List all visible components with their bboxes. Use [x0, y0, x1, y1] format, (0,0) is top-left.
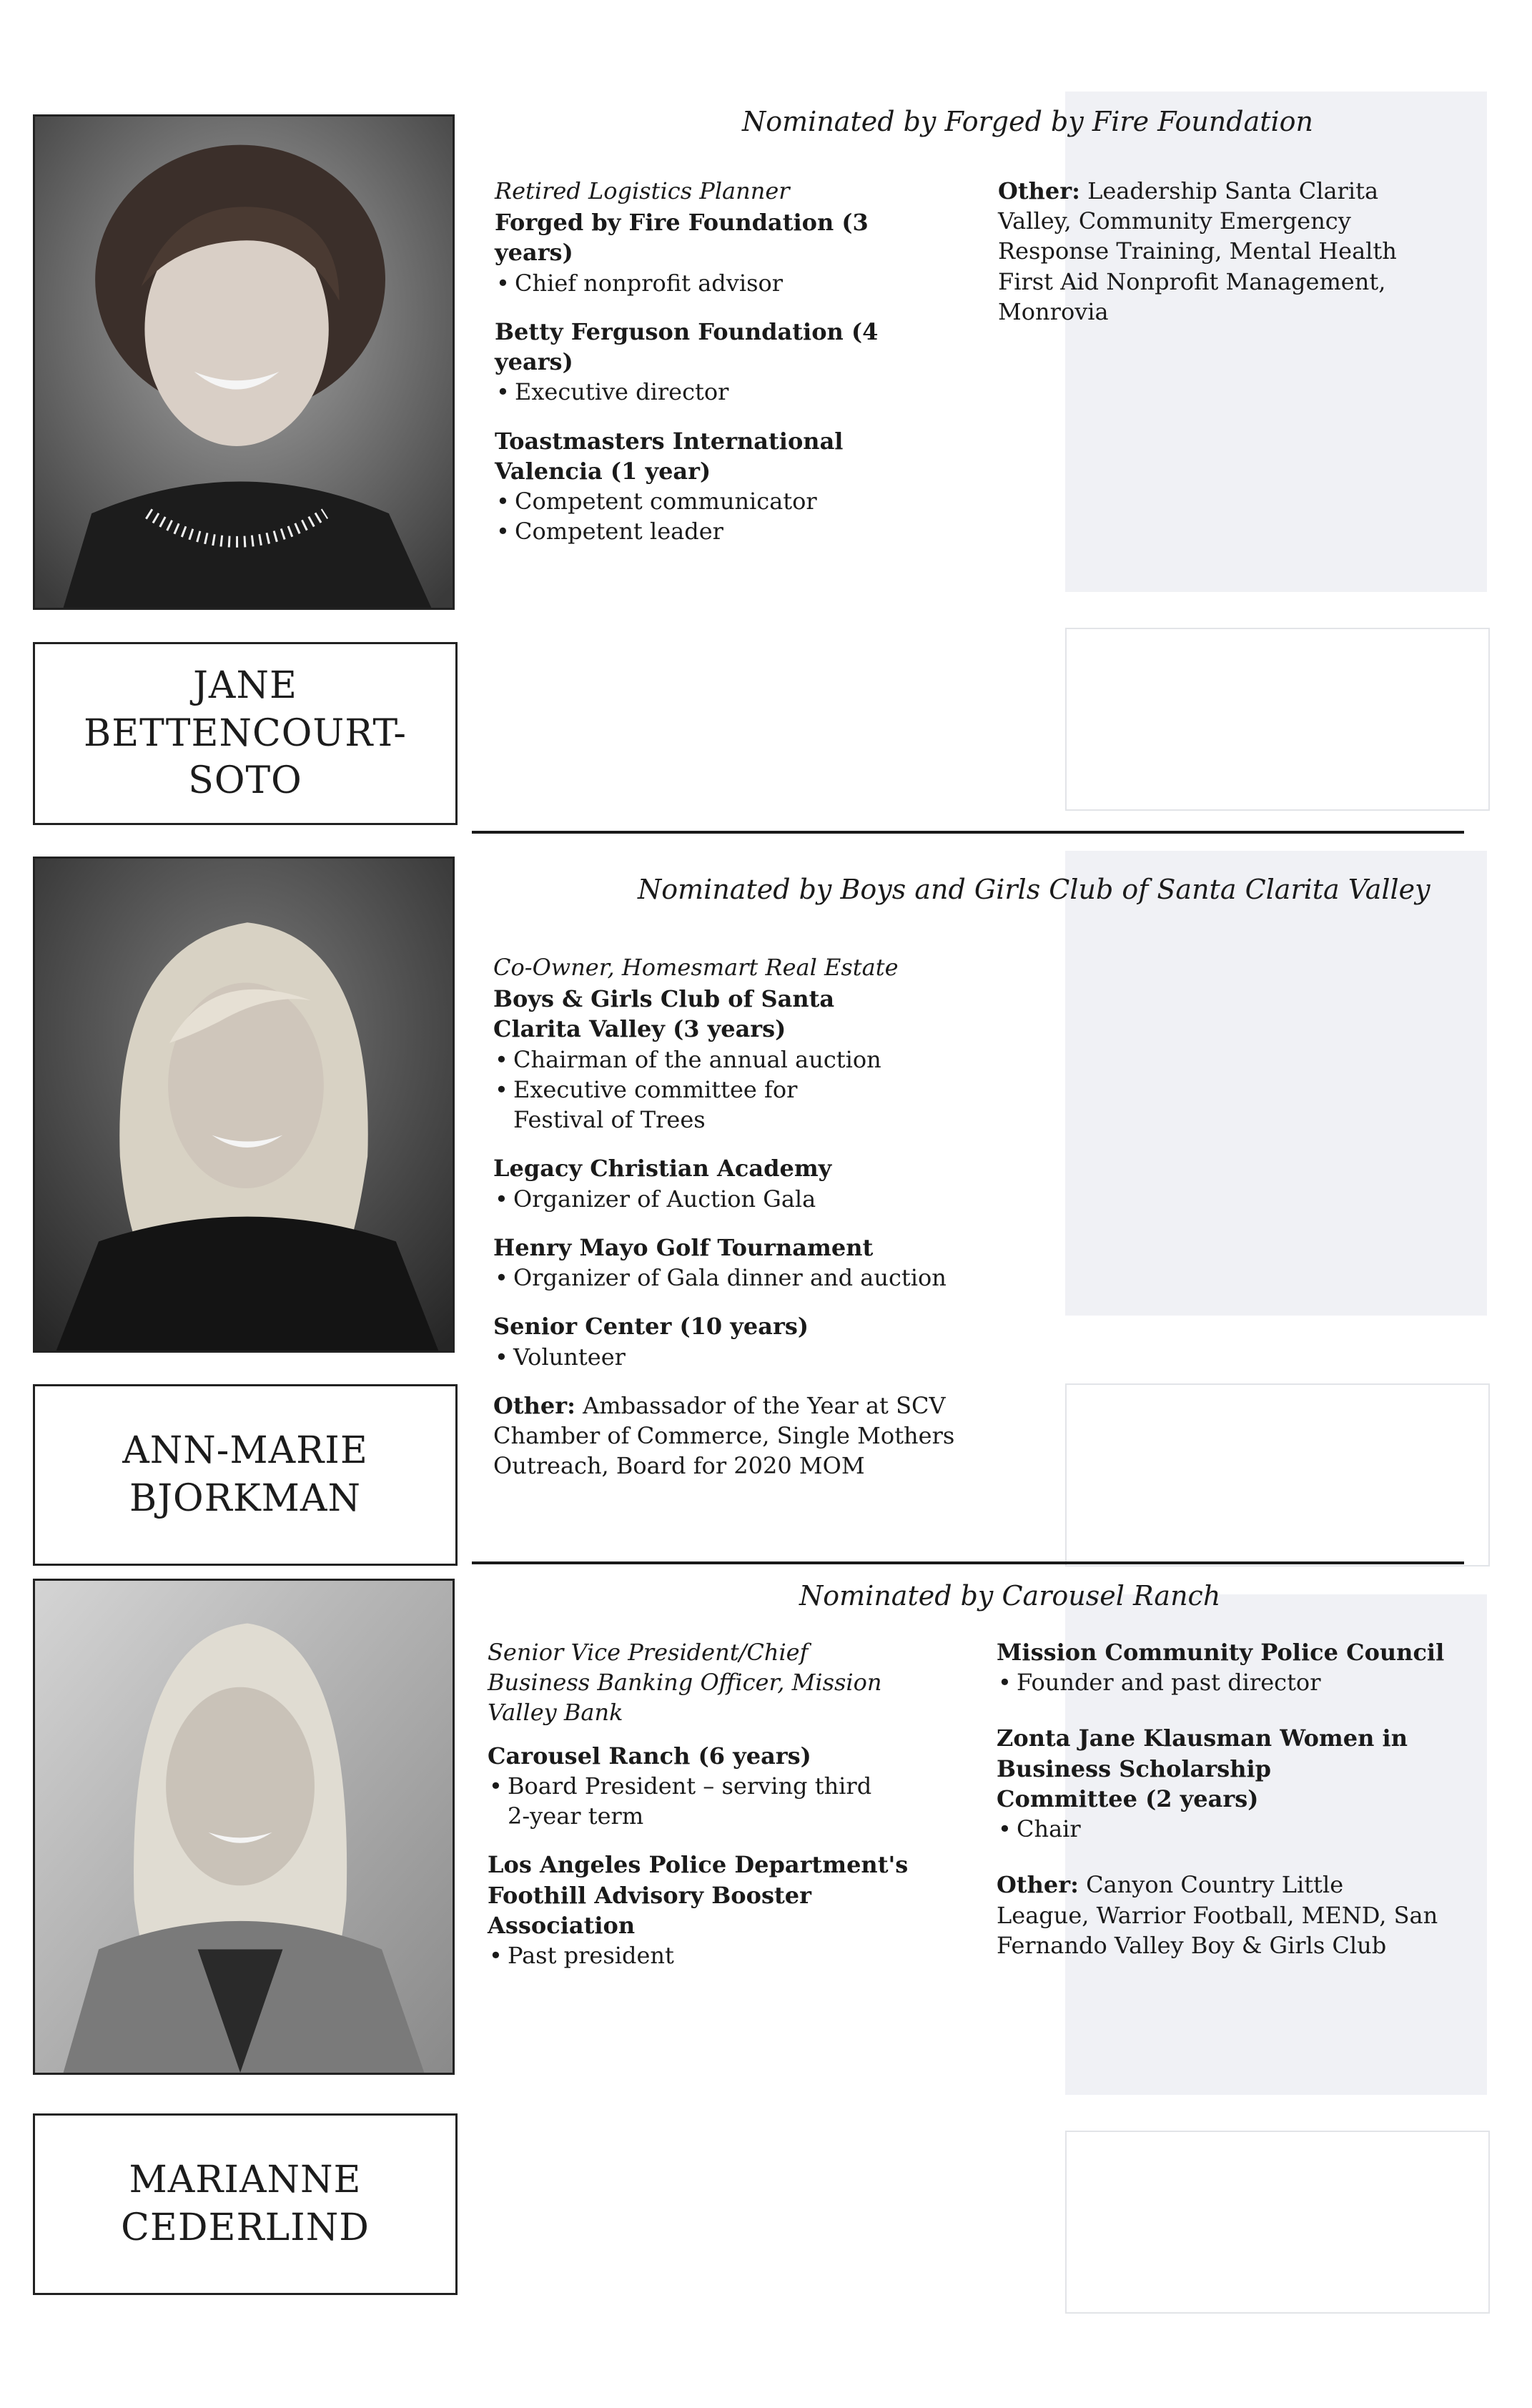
nominated-by: Nominated by Forged by Fire Foundation — [742, 106, 1314, 137]
affiliation-detail: • Executive committee for Festival of Trees — [493, 1075, 814, 1135]
show-through-photo — [1065, 851, 1487, 1316]
nominee-name — [33, 1384, 458, 1566]
nominee-portrait — [33, 857, 455, 1353]
details-right — [998, 176, 1456, 327]
name-line: BETTENCOURT- — [84, 711, 407, 755]
affiliation-name: Betty Ferguson Foundation (4 years) — [495, 317, 879, 376]
affiliation — [495, 426, 952, 547]
affiliation-detail: • Competent communicator — [495, 486, 952, 516]
nominated-by: Nominated by Boys and Girls Club of Santa Clarita Valley — [638, 874, 1430, 905]
other-label: Other: — [997, 1871, 1079, 1899]
affiliation — [488, 1850, 959, 1970]
affiliation — [493, 1311, 965, 1371]
affiliation-name: Forged by Fire Foundation (3 years) — [495, 209, 869, 267]
name-line: SOTO — [188, 759, 302, 803]
affiliation-name: Toastmasters International Valencia (1 year) — [495, 427, 844, 485]
show-through-namebox — [1065, 628, 1490, 811]
affiliation-detail: • Board President – serving third 2-year term — [488, 1771, 894, 1831]
name-line: JANE — [193, 664, 297, 708]
affiliation-detail: • Volunteer — [493, 1342, 965, 1372]
affiliation-detail: • Chairman of the annual auction — [493, 1045, 965, 1075]
show-through-photo — [1065, 92, 1487, 592]
affiliation-name: Mission Community Police Council — [997, 1639, 1445, 1666]
affiliation-name: Zonta Jane Klausman Women in Business Scholarship Committee (2 years) — [997, 1724, 1408, 1812]
details-left — [488, 1637, 959, 1989]
affiliation-detail: • Organizer of Auction Gala — [493, 1184, 965, 1214]
affiliation — [997, 1637, 1454, 1697]
details-left — [495, 176, 952, 566]
affiliation-name: Los Angeles Police Department's Foothill Advisory Booster Association — [488, 1851, 909, 1939]
affiliation-detail: • Past president — [488, 1940, 959, 1970]
name-line: ANN-MARIE — [122, 1429, 368, 1473]
show-through-namebox — [1065, 2131, 1490, 2314]
affiliation — [493, 1233, 965, 1293]
other-text: Ambassador of the Year at SCV Chamber of Commerce, Single Mothers Outreach, Board for 2020 MOM — [493, 1391, 955, 1480]
affiliation — [493, 1153, 965, 1213]
affiliation — [997, 1723, 1454, 1844]
details-right — [997, 1637, 1454, 1960]
section-divider — [472, 1561, 1464, 1564]
affiliation-name: Carousel Ranch (6 years) — [488, 1742, 811, 1770]
details-left — [493, 952, 965, 1481]
affiliation — [495, 317, 952, 408]
nominee-role: Retired Logistics Planner — [495, 177, 790, 204]
section-divider — [472, 831, 1464, 834]
name-line: MARIANNE — [129, 2158, 362, 2202]
affiliation-name: Boys & Girls Club of Santa Clarita Valley (3 years) — [493, 985, 835, 1043]
affiliation-detail: • Executive director — [495, 377, 952, 407]
nominee-role: Co-Owner, Homesmart Real Estate — [493, 954, 899, 981]
other-label: Other: — [998, 177, 1080, 204]
nominated-by: Nominated by Carousel Ranch — [799, 1580, 1221, 1612]
affiliation-detail: • Chair — [997, 1814, 1454, 1844]
nominee-name — [33, 642, 458, 825]
affiliation-name: Senior Center (10 years) — [493, 1313, 809, 1341]
other-text: Leadership Santa Clarita Valley, Community Emergency Response Training, Mental Health First Aid Nonprofit Management, Monrovia — [998, 177, 1397, 325]
nominee-role: Senior Vice President/Chief Business Banking Officer, Mission Valley Bank — [488, 1639, 882, 1727]
name-line: BJORKMAN — [129, 1477, 361, 1520]
affiliation-detail: • Organizer of Gala dinner and auction — [493, 1263, 965, 1293]
affiliation — [493, 984, 965, 1135]
affiliation — [495, 207, 952, 298]
affiliation-detail: • Competent leader — [495, 516, 952, 546]
nominee-portrait — [33, 1579, 455, 2075]
other-text: Canyon Country Little League, Warrior Football, MEND, San Fernando Valley Boy & Girls Club — [997, 1871, 1438, 1959]
other-label: Other: — [493, 1391, 575, 1419]
affiliation-detail: • Chief nonprofit advisor — [495, 268, 952, 298]
affiliation-name: Henry Mayo Golf Tournament — [493, 1233, 874, 1261]
name-line: CEDERLIND — [121, 2206, 370, 2249]
affiliation-detail: • Founder and past director — [997, 1667, 1454, 1697]
affiliation — [488, 1741, 959, 1832]
affiliation-name: Legacy Christian Academy — [493, 1155, 832, 1183]
show-through-namebox — [1065, 1383, 1490, 1566]
nominee-name — [33, 2113, 458, 2295]
nominee-portrait — [33, 114, 455, 610]
